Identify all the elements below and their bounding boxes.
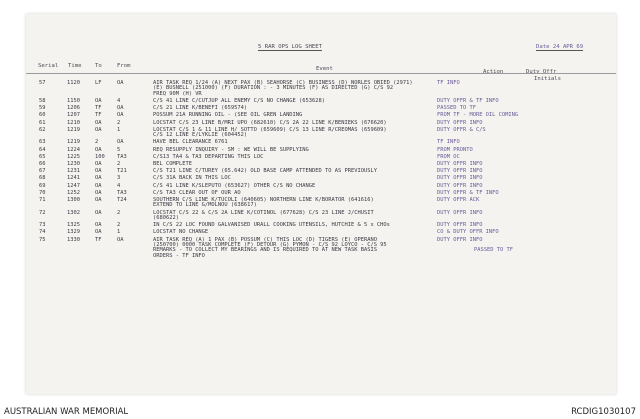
row-serial: 61	[39, 119, 46, 126]
row-serial: 75	[39, 236, 46, 243]
row-time: 1230	[67, 161, 80, 167]
row-serial: 73	[39, 222, 46, 229]
row-from: 2	[117, 209, 121, 216]
row-event-line: HAVE BEL CLEARANCE 6761	[153, 139, 228, 146]
row-from: T21	[117, 168, 127, 175]
row-event-line: BEL COMPLETE	[153, 161, 192, 167]
archive-id: RCDIG1030107	[571, 407, 636, 417]
row-event-line: C/S 21 LINE K/BENEFI (659574)	[153, 105, 248, 112]
row-from: 1	[117, 229, 121, 236]
row-serial: 66	[39, 161, 46, 167]
row-event-line: REMARKS - TO COLLECT MY BEARINGS AND IS REQUIRED TO AT NEW TASK BASIS	[153, 247, 377, 254]
row-time: 1300	[67, 197, 80, 203]
row-action: PASSED TO TF	[437, 105, 476, 112]
row-event-line: POSSUM 21A RUNNING OIL - (SEE OIL GREN LANDING	[153, 112, 303, 119]
row-to: OA	[95, 222, 102, 229]
row-action: TF INFO	[437, 139, 460, 146]
header-serial: Serial	[38, 63, 59, 69]
row-time: 1252	[67, 189, 80, 196]
row-event-line: LOCSTAT NO CHANGE	[153, 229, 209, 236]
row-from: 4	[117, 98, 121, 104]
row-to: OA	[95, 197, 102, 203]
row-serial: 58	[39, 98, 46, 104]
header-initials: Initials	[534, 76, 561, 82]
row-serial: 67	[39, 168, 46, 175]
row-from: 5	[117, 146, 121, 153]
row-event-line: C/S 41 LINE K/SLEPUTO (653627) OTHER C/S NO CHANGE	[153, 182, 316, 189]
row-serial: 63	[39, 139, 46, 146]
row-action: DUTY OFFR INFO	[437, 209, 483, 216]
row-serial: 68	[39, 175, 46, 182]
row-to: OA	[95, 229, 102, 236]
row-time: 1247	[67, 182, 80, 189]
row-from: OA	[117, 139, 124, 146]
archive-name: AUSTRALIAN WAR MEMORIAL	[4, 407, 129, 417]
row-serial: 59	[39, 105, 46, 112]
row-serial: 60	[39, 112, 46, 119]
row-serial: 72	[39, 209, 46, 216]
row-from: 2	[117, 222, 121, 229]
row-to: OA	[95, 119, 102, 126]
row-time: 1325	[67, 222, 80, 229]
header-to: To	[95, 63, 102, 69]
row-from: 4	[117, 182, 121, 189]
row-event-line: C/S T21 LINE C/TUREY (65.642) OLD BASE CAMP ATTENDED TO AS PREVIOUSLY	[153, 168, 377, 175]
row-extra-note: PASSED TO TF	[474, 247, 513, 254]
row-event-line: C/S 41 LINE C/CUTJUP ALL ENEMY C/S NO CHANGE (653628)	[153, 98, 326, 104]
row-event-line: (680622)	[153, 215, 179, 221]
row-event-line: EXTEND TO LINE G/MOLNOU (638617)	[153, 202, 257, 209]
row-to: TF	[95, 105, 102, 112]
row-action: DUTY OFFR INFO	[437, 182, 483, 189]
row-to: OA	[95, 98, 102, 104]
row-action: DUTY OFFR INFO	[437, 236, 483, 243]
row-from: 3	[117, 175, 121, 182]
row-event-line: C/S 12 LINE E/LYKLIE (604452)	[153, 132, 248, 139]
row-action: FROM TF - MORE OIL COMING	[437, 112, 519, 119]
row-to: 100	[95, 153, 105, 160]
row-time: 1241	[67, 175, 80, 182]
row-to: 2	[95, 139, 99, 146]
row-from: OA	[117, 112, 124, 119]
row-time: 1150	[67, 98, 80, 104]
row-time: 1120	[67, 80, 80, 86]
row-time: 1231	[67, 168, 80, 175]
row-time: 1302	[67, 209, 80, 216]
row-time: 1329	[67, 229, 80, 236]
row-to: TF	[95, 236, 102, 243]
row-event-line: REQ RESUPPLY INQUIRY - SM : WE WILL BE SUPPLYING	[153, 146, 309, 153]
row-time: 1219	[67, 139, 80, 146]
row-serial: 57	[39, 80, 46, 86]
row-action: DUTY OFFR INFO	[437, 222, 483, 229]
row-event-line: (E) BUSNELL (251000) (F) DURATION : - 3 MINUTES (F) AS DIRECTED (G) C/S 92	[153, 85, 394, 92]
row-event-line: FREQ 90M (H) VR	[153, 90, 202, 97]
document-title: 5 RAR OPS LOG SHEET	[258, 44, 322, 50]
row-from: 1	[117, 126, 121, 133]
row-action: CO & DUTY OFFR INFO	[437, 229, 499, 236]
row-to: OA	[95, 146, 102, 153]
row-event-line: LOCSTAT C/S 1 & 11 LINE H/ SOTTO (659609) C/S 13 LINE R/CREOMAS (659609)	[153, 126, 387, 133]
row-from: T24	[117, 197, 127, 203]
row-action: DUTY OFFR & TF INFO	[437, 189, 499, 196]
row-to: OA	[95, 126, 102, 133]
row-time: 1219	[67, 126, 80, 133]
row-event-line: LOCSTAT C/S 23 LINE B/MRI UPO (682610) C/S 2A 22 LINE K/BENIEKS (676620)	[153, 119, 387, 126]
header-event: Event	[316, 66, 333, 72]
row-from: TA3	[117, 189, 127, 196]
header-rule	[26, 73, 616, 74]
row-to: TF	[95, 112, 102, 119]
row-action: FROM PRONTO	[437, 146, 473, 153]
row-event-line: LOCSTAT C/S 22 & C/S 2A LINE K/COTINOL (677628) C/S 23 LINE J/CHUSIT	[153, 209, 374, 216]
footer-line: ORDERS - TF INFO	[153, 253, 205, 260]
row-event-line: SOUTHERN C/S LINE K/TUCOLI (640605) NORTHERN LINE K/BORATOR (641616)	[153, 197, 374, 203]
row-event-line: IN C/S 22 LOC FOUND GALVANISED URALL COOKING UTENSILS, HUTCHIE & 5 x CHOs	[153, 222, 390, 229]
row-event-line: C/S13 TA4 & TA3 DEPARTING THIS LOC	[153, 153, 264, 160]
row-to: OA	[95, 209, 102, 216]
row-to: OA	[95, 189, 102, 196]
row-action: DUTY OFFR INFO	[437, 168, 483, 175]
row-action: TF INFO	[437, 80, 460, 86]
row-serial: 62	[39, 126, 46, 133]
row-action: FROM OC	[437, 153, 460, 160]
row-to: OA	[95, 182, 102, 189]
row-action: DUTY OFFR & TF INFO	[437, 98, 499, 104]
header-from: From	[117, 63, 131, 69]
row-time: 1206	[67, 105, 80, 112]
row-event-line: AIR TASK REQ 1/24 (A) NEXT PAX (B) SEAHORSE (C) BUSINESS (D) NORLES OBIED (2971)	[153, 80, 413, 86]
row-serial: 69	[39, 182, 46, 189]
row-serial: 71	[39, 197, 46, 203]
row-time: 1207	[67, 112, 80, 119]
row-time: 1224	[67, 146, 80, 153]
header-time: Time	[68, 63, 82, 69]
row-action: DUTY OFFR INFO	[437, 119, 483, 126]
row-event-line: (250700) 0000 TASK COMPLETE (F) DETOUR (G) PYMON - C/S 92 LOYCO - C/S 95	[153, 242, 387, 248]
row-time: 1210	[67, 119, 80, 126]
row-from: 2	[117, 161, 121, 167]
row-action: DUTY OFFR INFO	[437, 161, 483, 167]
header-duty-offr: Duty Offr	[526, 69, 557, 75]
row-serial: 70	[39, 189, 46, 196]
row-to: OA	[95, 168, 102, 175]
row-from: 2	[117, 119, 121, 126]
row-serial: 74	[39, 229, 46, 236]
row-from: OA	[117, 80, 124, 86]
row-to: OA	[95, 175, 102, 182]
archive-footer	[0, 404, 640, 419]
row-action: DUTY OFFR INFO	[437, 175, 483, 182]
row-action: DUTY OFFR ACK	[437, 197, 480, 203]
row-action: DUTY OFFR & C/S	[437, 126, 486, 133]
row-serial: 64	[39, 146, 46, 153]
row-to: OA	[95, 161, 102, 167]
row-to: LF	[95, 80, 102, 86]
row-time: 1330	[67, 236, 80, 243]
row-event-line: C/S TA3 CLEAR OUT OF OUR AO	[153, 189, 241, 196]
row-from: TA3	[117, 153, 127, 160]
header-action: Action	[483, 69, 504, 75]
row-event-line: C/S 31A BACK IN THIS LOC	[153, 175, 231, 182]
row-from: OA	[117, 236, 124, 243]
row-from: OA	[117, 105, 124, 112]
date-stamp: Date 24 APR 69	[536, 44, 584, 50]
row-event-line: AIR TASK REQ (A) 1 PAX (B) POSSUM (C) THIS LOC (D) TIGERS (E) OPERANO	[153, 236, 377, 243]
row-serial: 65	[39, 153, 46, 160]
row-time: 1225	[67, 153, 80, 160]
